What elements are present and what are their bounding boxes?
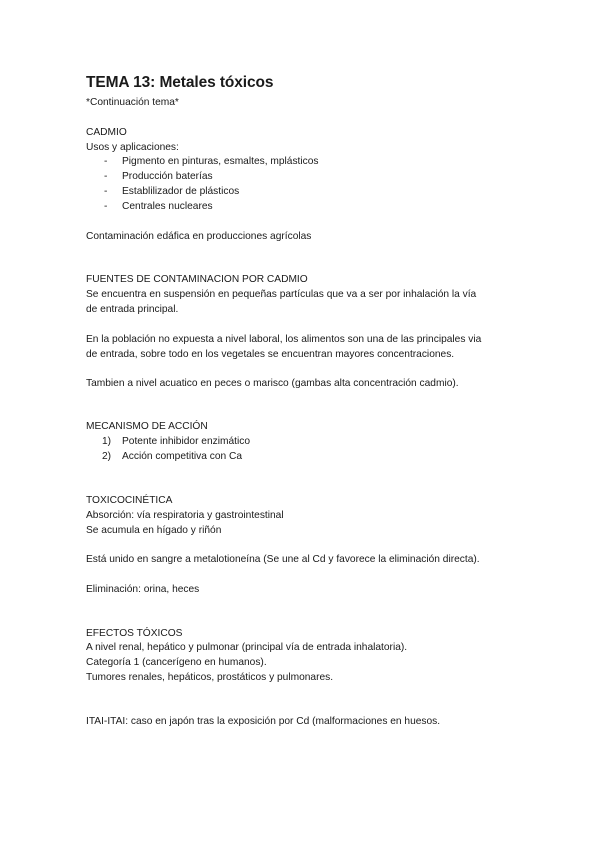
list-number: 2) xyxy=(102,451,112,462)
bullet-dash: - xyxy=(104,156,108,167)
fuentes-heading: FUENTES DE CONTAMINACION POR CADMIO xyxy=(86,274,308,285)
list-item: Centrales nucleares xyxy=(122,201,213,212)
list-item: Acción competitiva con Ca xyxy=(122,451,243,462)
subtitle: *Continuación tema* xyxy=(86,97,179,108)
itai-itai-text: ITAI-ITAI: caso en japón tras la exposición por Cd (malformaciones en huesos. xyxy=(86,716,441,727)
mecanismo-heading: MECANISMO DE ACCIÓN xyxy=(86,421,208,432)
toxicocinetica-heading: TOXICOCINÉTICA xyxy=(86,495,173,506)
list-item: Pigmento en pinturas, esmaltes, mplásticos xyxy=(122,156,319,167)
efectos-line3: Tumores renales, hepáticos, prostáticos y pulmonares. xyxy=(86,672,334,683)
cadmio-heading: CADMIO xyxy=(86,127,127,138)
list-item: Producción baterías xyxy=(122,171,213,182)
fuentes-p3: Tambien a nivel acuatico en peces o marisco (gambas alta concentración cadmio). xyxy=(86,378,459,389)
bullet-dash: - xyxy=(104,171,108,182)
fuentes-p2-line2: de entrada, sobre todo en los vegetales se encuentran mayores concentraciones. xyxy=(86,349,455,360)
eliminacion-text: Eliminación: orina, heces xyxy=(86,584,200,595)
fuentes-p1-line2: de entrada principal. xyxy=(86,304,179,315)
acumula-text: Se acumula en hígado y riñón xyxy=(86,525,222,536)
fuentes-p2-line1: En la población no expuesta a nivel laboral, los alimentos son una de las principales via xyxy=(86,334,482,345)
bullet-dash: - xyxy=(104,186,108,197)
efectos-line1: A nivel renal, hepático y pulmonar (principal vía de entrada inhalatoria). xyxy=(86,642,408,653)
bullet-dash: - xyxy=(104,201,108,212)
list-number: 1) xyxy=(102,436,112,447)
page-title: TEMA 13: Metales tóxicos xyxy=(86,74,274,91)
contaminacion-text: Contaminación edáfica en producciones agrícolas xyxy=(86,231,312,242)
union-text: Está unido en sangre a metalotioneína (Se une al Cd y favorece la eliminación directa). xyxy=(86,554,480,565)
fuentes-p1-line1: Se encuentra en suspensión en pequeñas partículas que va a ser por inhalación la vía xyxy=(86,289,477,300)
efectos-heading: EFECTOS TÓXICOS xyxy=(86,628,183,639)
list-item: Potente inhibidor enzimático xyxy=(122,436,250,447)
usos-label: Usos y aplicaciones: xyxy=(86,142,179,153)
list-item: Establilizador de plásticos xyxy=(122,186,240,197)
absorcion-text: Absorción: vía respiratoria y gastrointestinal xyxy=(86,510,284,521)
efectos-line2: Categoría 1 (cancerígeno en humanos). xyxy=(86,657,267,668)
